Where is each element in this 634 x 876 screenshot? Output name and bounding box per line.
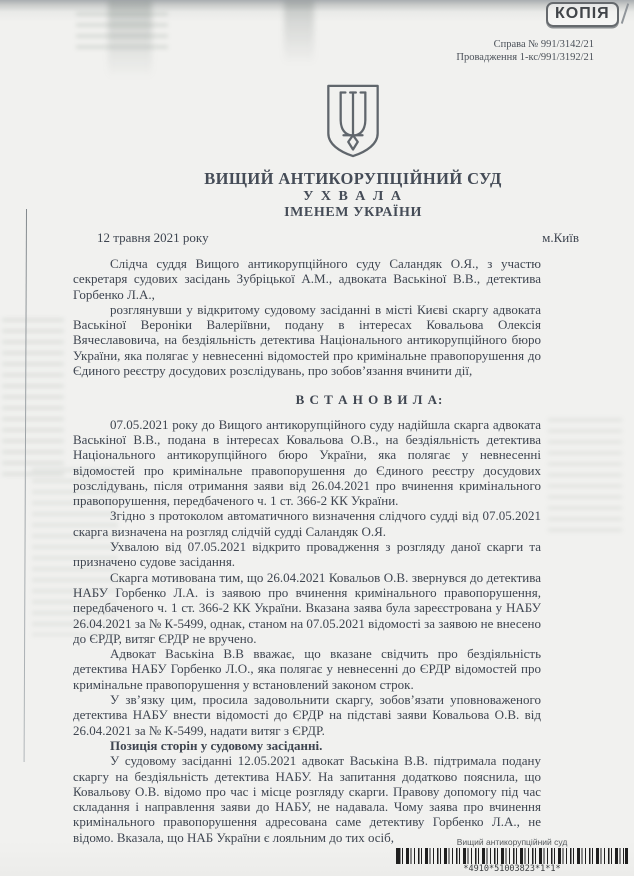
decision-city: м.Київ bbox=[542, 230, 579, 245]
paragraph-proceedings-opened: Ухвалою від 07.05.2021 відкрито провадження з розгляду даної скарги та призначено судове засідання. bbox=[73, 539, 541, 570]
paragraph-complaint-grounds: Скарга мотивована тим, що 26.04.2021 Ковальов О.В. звернувся до детектива НАБУ Горбенко Л.А. із заявою про вчинення кримінального правопорушення, передбаченого ч. 1 ст. 366-2 КК України. Вказана заява була зареєстрована у НАБУ 26.04.2021 за № К-5499, однак, станом на 07.05.2021 відомості за заявою не внесено до ЄРДР, витяг ЄРДР не вручено. bbox=[73, 569, 541, 646]
bleedthrough-artifact bbox=[548, 418, 622, 536]
bleedthrough-artifact bbox=[2, 318, 64, 478]
scan-streak bbox=[284, 0, 314, 64]
paragraph-request: У зв’язку цим, просила задовольнити скаргу, зобов’язати уповноваженого детектива НАБУ внести відомості до ЄРДР на підставі заяви Ковальова О.В. від 26.04.2021 за № К-5499, надати витяг з ЄРДР. bbox=[73, 692, 541, 738]
in-the-name-of-ukraine: ІМЕНЕМ УКРАЇНИ bbox=[284, 205, 422, 220]
court-name: ВИЩИЙ АНТИКОРУПЦІЙНИЙ СУД bbox=[204, 169, 502, 188]
document-titles bbox=[68, 170, 634, 221]
page-fold-line bbox=[24, 209, 28, 762]
paragraph-lawyer-position: Адвокат Васькіна В.В вважає, що вказане свідчить про бездіяльність детектива НАБУ Горбенко Л.О., яка полягає у невнесенні до ЄРДР відомостей про кримінальне правопорушення у встановлений законом строк. bbox=[73, 646, 541, 692]
paragraph-judge-secretary: Слідча суддя Вищого антикорупційного суду Саландяк О.Я., з участю секретаря судових засідань Зубріцької А.М., адвоката Васькіної В.В., детектива Горбенко Л.А., bbox=[73, 256, 541, 302]
decision-body bbox=[73, 256, 541, 845]
document-type: У Х В А Л А bbox=[303, 189, 403, 204]
case-number: Справа № 991/3142/21 bbox=[493, 39, 594, 50]
copy-stamp: КОПІЯ bbox=[546, 2, 619, 27]
case-references bbox=[456, 38, 594, 64]
paragraph-hearing: У судовому засіданні 12.05.2021 адвокат Васькіна В.В. підтримала подану скаргу на бездіяльність детектива НАБУ. На запитання додатково пояснила, що Ковальову О.В. відомо про час і місце розгляду скарги. Правову допомогу під час складання і направлення заяви до НАБУ, не надавала. Чому заява про вчинення кримінального правопорушення адресована саме детективу Горбенко Л.А., не відомо. Вказала, що НАБ України є лояльним до тих осіб, bbox=[73, 753, 541, 845]
dateline bbox=[97, 230, 579, 246]
barcode-number: *4910*51003823*1*1* bbox=[463, 864, 561, 874]
decision-date: 12 травня 2021 року bbox=[97, 230, 209, 245]
paragraph-complaint-received: 07.05.2021 року до Вищого антикорупційного суду надійшла скарга адвоката Васькіної В.В., подана в інтересах Ковальова О.В., на бездіяльність детектива Національного антикорупційного бюро України, яка полягає у невнесенні відомостей про кримінальне правопорушення до Єдиного реєстру досудових розслідувань, після отримання заяви від 26.04.2021 про вчинення кримінального правопорушення, передбаченого ч. 1 ст. 366-2 КК України. bbox=[73, 416, 541, 509]
parties-position-heading: Позиція сторін у судовому засіданні. bbox=[110, 737, 323, 753]
established-heading: В С Т А Н О В И Л А: bbox=[295, 392, 444, 408]
barcode-court-label: Вищий антикорупційний суд bbox=[456, 837, 568, 847]
bleedthrough-artifact bbox=[76, 12, 168, 56]
header-center-column bbox=[68, 84, 634, 221]
paragraph-having-considered: розглянувши у відкритому судовому засіданні в місті Києві скаргу адвоката Васькіної Вероніки Валеріївни, подану в інтересах Ковальова Олексія Вячеславовича, на бездіяльність детектива Національного антикорупційного бюро України, яка полягає у невнесенні відомостей про кримінальне правопорушення до Єдиного реєстру досудових розслідувань, про зобов’язання вчинити дії, bbox=[73, 301, 541, 379]
paragraph-auto-assignment: Згідно з протоколом автоматичного визначення слідчого судді від 07.05.2021 скарга визначена на розгляд слідчій судді Саландяк О.Я. bbox=[73, 508, 541, 539]
scan-streak bbox=[108, 0, 152, 78]
registration-barcode-block bbox=[396, 837, 628, 874]
ukraine-trident-emblem-icon bbox=[324, 84, 382, 163]
pen-mark bbox=[621, 3, 629, 23]
barcode-icon bbox=[396, 848, 628, 864]
proceeding-number: Провадження 1-кс/991/3192/21 bbox=[456, 52, 594, 63]
